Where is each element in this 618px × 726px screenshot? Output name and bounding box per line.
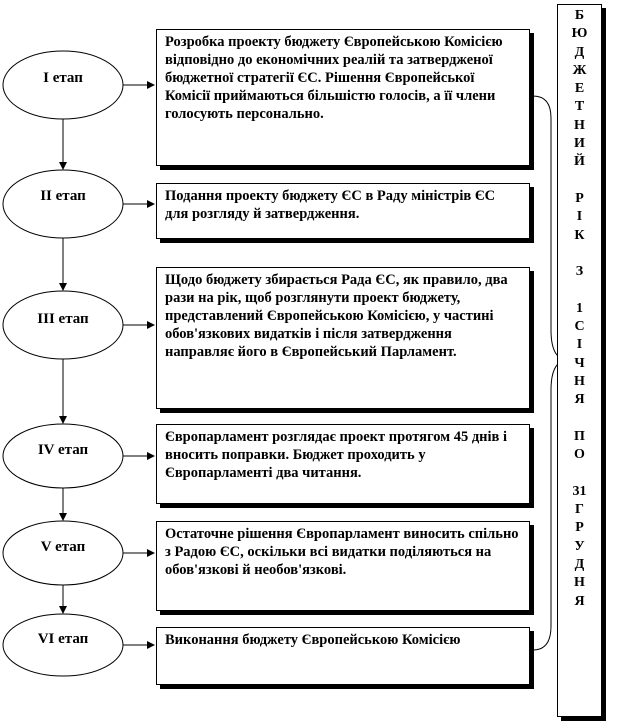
- vertical-char: Р: [575, 190, 584, 206]
- vertical-char: Д: [574, 44, 585, 60]
- budget-year-vertical-box: [557, 4, 602, 717]
- stage-ellipse-4: [3, 424, 123, 488]
- stage-text-1: Розробка проекту бюджету Європейською Комісією відповідно до економічних реалій та затвердженої бюджетної стратегії ЄС. Рішення Європейської Комісії приймаються більшістю голосів, а її члени голосують персонально.: [165, 34, 503, 122]
- stage-label-5: V етап: [40, 539, 86, 555]
- stage-label-3: III етап: [37, 311, 89, 327]
- vertical-char: Г: [575, 502, 584, 518]
- stage-box-3: [156, 267, 530, 409]
- vertical-char: [558, 281, 601, 299]
- stage-box-2: [156, 183, 530, 239]
- vertical-char: І: [576, 337, 583, 353]
- stage-text-5: Остаточне рішення Європарламент виносить спільно з Радою ЄС, оскільки всі видатки поділяються на обов'язкові й необов'язкові.: [165, 526, 519, 578]
- vertical-char: Е: [574, 81, 585, 97]
- vertical-char: К: [574, 227, 585, 243]
- vertical-char: 1: [576, 300, 583, 316]
- vertical-char: О: [574, 447, 585, 463]
- vertical-char: [558, 245, 601, 263]
- stage-ellipse-5: [3, 521, 123, 585]
- stage-label-1: I етап: [43, 70, 83, 86]
- stage-label-6: VI етап: [37, 631, 89, 647]
- stage-label-4: IV етап: [37, 442, 89, 458]
- vertical-char: Ч: [574, 355, 585, 371]
- stage-ellipse-2: [3, 170, 123, 238]
- stage-ellipse-1: [3, 51, 123, 119]
- stage-text-3: Щодо бюджету збирається Рада ЄС, як правило, два рази на рік, щоб розглянути проект бюджету, представлений Європейською Комісією, у частині обов'язкових видатків і після затвердження направляє його в Європейський Парламент.: [165, 272, 508, 360]
- stage-box-6: [156, 627, 530, 685]
- vertical-char: Б: [574, 8, 585, 23]
- vertical-char: [558, 464, 601, 482]
- vertical-char: С: [574, 319, 585, 335]
- stage-ellipse-3: [3, 291, 123, 359]
- vertical-char: У: [574, 538, 585, 554]
- vertical-char: [558, 410, 601, 428]
- vertical-char: Ж: [572, 62, 587, 78]
- vertical-char: І: [576, 209, 583, 225]
- stage-text-6: Виконання бюджету Європейською Комісією: [165, 632, 461, 648]
- stage-box-4: [156, 424, 530, 504]
- vertical-char: Ю: [571, 26, 588, 42]
- vertical-char: [558, 172, 601, 190]
- vertical-char: Я: [574, 392, 585, 408]
- vertical-char: 31: [572, 483, 587, 499]
- stage-text-2: Подання проекту бюджету ЄС в Раду міністрів ЄС для розгляду й затвердження.: [165, 188, 496, 222]
- vertical-char: Н: [574, 575, 585, 591]
- stage-box-5: [156, 521, 530, 611]
- vertical-char: Я: [574, 593, 585, 609]
- stage-label-2: II етап: [40, 188, 86, 204]
- vertical-char: З: [575, 264, 584, 280]
- vertical-char: Н: [574, 117, 585, 133]
- vertical-char: Н: [574, 373, 585, 389]
- stage-ellipse-6: [3, 614, 123, 676]
- stage-box-1: [156, 29, 530, 166]
- vertical-char: Й: [574, 154, 585, 170]
- stage-text-4: Європарламент розглядає проект протягом 45 днів і вносить поправки. Бюджет проходить у Європарламенті два читання.: [165, 429, 508, 481]
- vertical-char: Д: [574, 556, 585, 572]
- vertical-char: И: [574, 136, 585, 152]
- vertical-char: Т: [574, 99, 585, 115]
- vertical-char: П: [574, 428, 585, 444]
- vertical-char: Р: [575, 520, 584, 536]
